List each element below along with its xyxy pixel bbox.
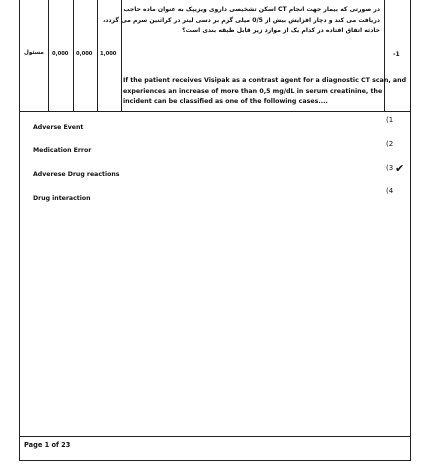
row-number: -1 bbox=[393, 51, 400, 58]
option-label-4[interactable]: Drug interaction bbox=[33, 195, 91, 202]
persian-line: حادثه اتفاق افتاده در کدام یک از موارد زیر قابل طبقه بندی است؟ bbox=[182, 27, 380, 34]
column-divider bbox=[48, 0, 49, 111]
column-divider bbox=[97, 0, 98, 111]
question-text-english bbox=[123, 76, 406, 108]
footer-divider bbox=[19, 436, 411, 437]
option-label-1[interactable]: Adverse Event bbox=[33, 124, 84, 131]
option-number-1: (1 bbox=[386, 116, 394, 124]
column-divider bbox=[73, 0, 74, 111]
question-text-persian bbox=[102, 5, 380, 37]
english-line: incident can be classified as one of the following cases.... bbox=[123, 98, 328, 105]
option-number-2: (2 bbox=[386, 140, 394, 148]
page-indicator: Page 1 of 23 bbox=[24, 441, 71, 449]
value-cell-1: 0,000 bbox=[52, 51, 69, 57]
status-label: مسئول bbox=[24, 50, 44, 56]
english-line: If the patient receives Visipak as a contrast agent for a diagnostic CT scan, and bbox=[123, 77, 407, 84]
value-cell-3: 1,000 bbox=[100, 51, 117, 57]
option-number-3: (3 bbox=[386, 164, 394, 172]
option-number-4: (4 bbox=[386, 187, 394, 195]
value-cell-2: 0,000 bbox=[76, 51, 93, 57]
option-label-3[interactable]: Adverese Drug reactions bbox=[33, 171, 120, 178]
persian-line: در صورتی که بیمار جهت انجام CT اسکن تشخیصی داروی ویزیپک به عنوان ماده حاجب bbox=[123, 6, 380, 13]
option-label-2[interactable]: Medication Error bbox=[33, 147, 92, 154]
persian-line: دریافت می کند و دچار افزایش بیش از 0/5 میلی گرم بر دسی لیتر در کراتنین سرم می گردد، bbox=[102, 16, 380, 24]
answer-check-icon: ✔ bbox=[395, 162, 405, 175]
answers-box bbox=[19, 111, 411, 461]
english-line: experiences an increase of more than 0,5 mg/dL in serum creatinine, the bbox=[123, 87, 383, 95]
